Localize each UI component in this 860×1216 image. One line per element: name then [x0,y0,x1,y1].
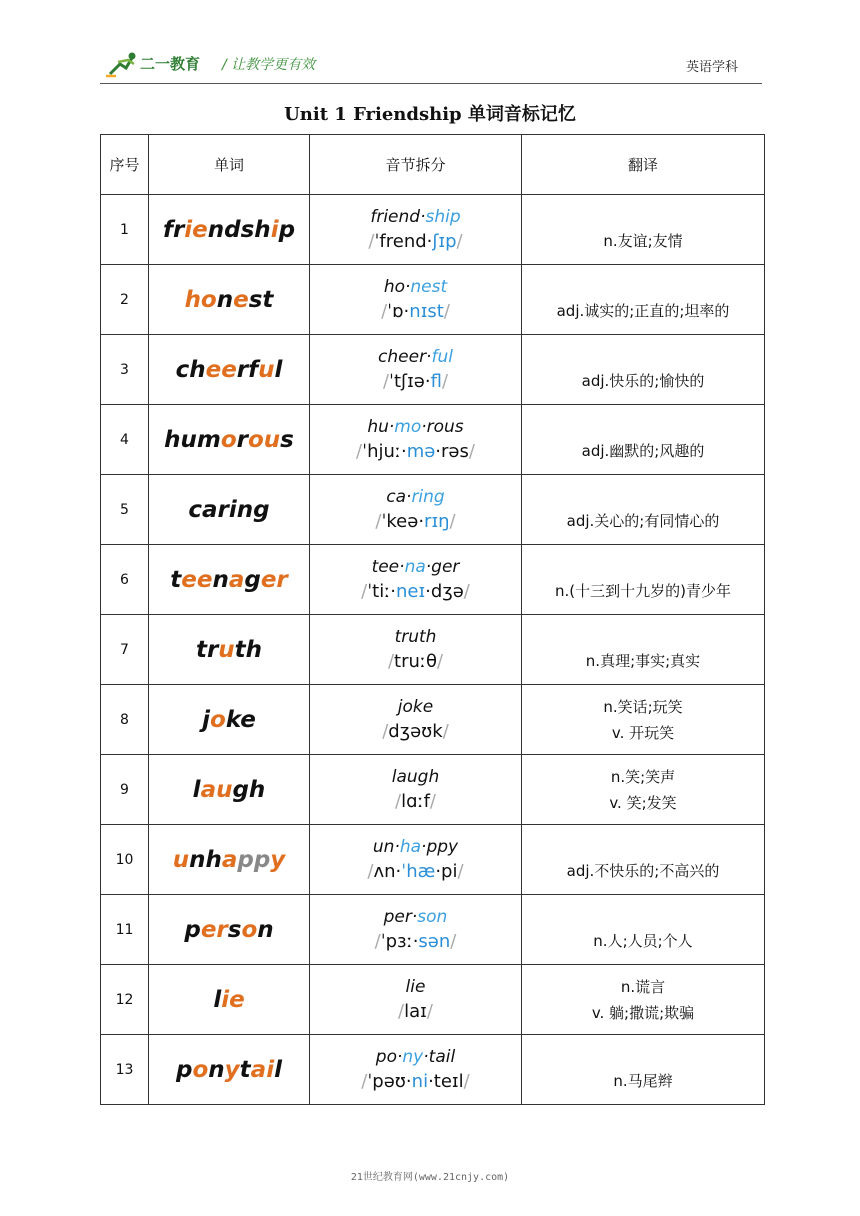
word-cell [149,895,310,965]
phonetic-part: fl [430,370,442,392]
syllable-split [310,905,521,929]
phonetic-part: ·dʒə [425,580,464,602]
word-cell [149,545,310,615]
phonetic: /dʒəʊk/ [382,720,449,742]
syllable-part: ny [402,1046,424,1067]
syllable-part: hu· [367,416,395,437]
translation-line: n.人;人员;个人 [593,931,693,950]
syllable-part: truth [394,626,437,647]
table-row [101,965,765,1035]
translation-cell [522,265,765,335]
syllable-cell [310,895,522,965]
syllable-cell [310,965,522,1035]
word-part: l [213,986,222,1013]
word [184,917,273,943]
word-part: n [212,566,229,593]
phonetic: /ˈɒ·nɪst/ [381,300,450,322]
table-row [101,825,765,895]
row-index: 12 [101,965,149,1035]
phonetic-part: laɪ [404,1000,427,1022]
word-cell [149,195,310,265]
translation-line: n.友谊;友情 [603,231,683,250]
word-cell [149,335,310,405]
word-part: a [228,566,245,593]
syllable-split [310,205,521,229]
phonetic: /ˈkeə·rɪŋ/ [375,510,456,532]
syllable-part: son [417,906,448,927]
syllable-part: nest [410,276,448,297]
table-row [101,1035,765,1105]
word-part: n [257,916,274,943]
word [176,357,283,383]
header-translation: 翻译 [522,135,765,195]
syllable-cell [310,405,522,475]
word-part: hum [164,426,221,453]
word-part: ke [225,706,256,733]
syllable-part: po· [375,1046,403,1067]
word [213,987,244,1013]
translation-cell [522,545,765,615]
translation-cell [522,825,765,895]
word-part: j [202,706,210,733]
header-syllables: 音节拆分 [310,135,522,195]
phonetic-part: ˈhæ [401,860,436,882]
table-row [101,545,765,615]
table-row [101,685,765,755]
syllable-part: ful [431,346,453,367]
word-part: n [216,286,234,313]
syllable-split [310,695,521,719]
word-cell [149,755,310,825]
syllable-cell [310,335,522,405]
syllable-part: ship [425,206,461,227]
word-part: u [218,636,235,663]
syllable-part: ·ppy [421,836,459,857]
word-part: gh [232,776,266,803]
phonetic-part: ˈɒ· [387,300,410,322]
translation-line: adj.不快乐的;不高兴的 [566,861,720,880]
word-part: th [234,636,263,663]
phonetic-part: ˈhjuː· [362,440,407,462]
syllable-cell [310,475,522,545]
translation-cell [522,405,765,475]
word [163,217,295,243]
footer-source: 21世纪教育网(www.21cnjy.com) [350,1172,510,1183]
syllable-part: laugh [391,766,440,787]
word-part: l [274,356,283,383]
word-part: er [200,916,228,943]
header-index: 序号 [101,135,149,195]
translation-cell [522,755,765,825]
phonetic: /lɑːf/ [395,790,436,812]
phonetic-part: ni [411,1070,429,1092]
row-index: 9 [101,755,149,825]
word [188,497,269,523]
syllable-part: joke [397,696,434,717]
syllable-part: un· [372,836,400,857]
table-row [101,405,765,475]
row-index: 6 [101,545,149,615]
word-part: ee [181,566,213,593]
word-part: g [244,566,261,593]
phonetic-part: ·rəs [435,440,469,462]
phonetic: /ˈhjuː·mə·rəs/ [356,440,475,462]
row-index: 5 [101,475,149,545]
phonetic-part: lɑːf [401,790,430,812]
translation-cell [522,195,765,265]
translation-line: v. 开玩笑 [611,723,675,742]
syllable-part: ·tail [423,1046,456,1067]
syllable-split [310,275,521,299]
translation-line: n.笑;笑声 [610,767,676,786]
translation-line: adj.关心的;有同情心的 [566,511,720,530]
syllable-part: per· [383,906,418,927]
vocabulary-table [100,134,765,1105]
syllable-split [310,485,521,509]
translation-line: v. 躺;撒谎;欺骗 [591,1003,695,1022]
phonetic: /ˈtʃɪə·fl/ [382,370,449,392]
word [164,427,294,453]
translation-line: adj.快乐的;愉快的 [581,371,705,390]
phonetic-part: ˈpəʊ· [367,1070,412,1092]
word-part: s [280,426,294,453]
word [202,707,256,733]
header-divider [100,83,762,84]
word-cell [149,615,310,685]
word-part: u [258,356,275,383]
phonetic-part: neɪ [396,580,426,602]
word-part: y [224,1056,240,1083]
phonetic-part: ʌn· [373,860,402,882]
syllable-cell [310,195,522,265]
syllable-split [310,415,521,439]
syllable-part: lie [405,976,426,997]
syllable-cell [310,755,522,825]
word-part: o [241,916,258,943]
phonetic: /ˈpəʊ·ni·teɪl/ [361,1070,470,1092]
phonetic-part: ·pi [435,860,458,882]
syllable-part: mo [394,416,422,437]
word-part: er [260,566,288,593]
translation-cell [522,965,765,1035]
word-part: ou [247,426,281,453]
phonetic-part: sən [418,930,451,952]
translation-line: v. 笑;发笑 [609,793,677,812]
brand-name: 二一教育 [140,55,201,73]
syllable-split [310,1045,521,1069]
word-part: r [236,426,248,453]
word-part: r [236,356,249,383]
table-row [101,615,765,685]
word-part: au [200,776,233,803]
header-word: 单词 [149,135,310,195]
word-part: fr [162,216,185,243]
word-cell [149,1035,310,1105]
translation-cell [522,615,765,685]
word-part: p [184,916,201,943]
phonetic-part: ˈtʃɪə· [389,370,431,392]
syllable-cell [310,1035,522,1105]
table-row [101,475,765,545]
word-part: st [248,286,274,313]
syllable-part: ring [411,486,445,507]
row-index: 8 [101,685,149,755]
syllable-part: ·ger [425,556,460,577]
word-part: p [278,216,296,243]
translation-line: adj.幽默的;风趣的 [581,441,705,460]
translation-line: n.谎言 [620,977,666,996]
translation-cell [522,1035,765,1105]
row-index: 4 [101,405,149,475]
phonetic: /truːθ/ [387,650,444,672]
word-part: ho [184,286,217,313]
word-cell [149,965,310,1035]
syllable-split [310,345,521,369]
word-part: p [176,1056,193,1083]
phonetic: /ˈtiː·neɪ·dʒə/ [361,580,470,602]
phonetic-part: mə [406,440,436,462]
table-body [101,195,765,1105]
syllable-split [310,765,521,789]
phonetic-part: nɪst [409,300,444,322]
word [185,287,274,313]
word-part: i [270,216,279,243]
phonetic-part: rɪŋ [424,510,450,532]
word-part: s [227,916,242,943]
word-cell [149,685,310,755]
word-part: tr [195,636,219,663]
word-part: t [239,1056,251,1083]
word-part: e [233,286,249,313]
table-row [101,755,765,825]
word-cell [149,405,310,475]
syllable-cell [310,825,522,895]
syllable-cell [310,265,522,335]
row-index: 13 [101,1035,149,1105]
phonetic-part: ·teɪl [428,1070,464,1092]
page-header [0,0,860,90]
phonetic-part: ʃɪp [432,230,457,252]
syllable-part: ha [399,836,422,857]
phonetic: /ˈpɜː·sən/ [374,930,457,952]
translation-line: n.真理;事实;真实 [585,651,701,670]
syllable-part: cheer· [378,346,432,367]
word [193,777,266,803]
phonetic-part: ˈtiː· [367,580,396,602]
word-part: l [274,1056,282,1083]
translation-line: n.马尾辫 [613,1071,673,1090]
word-part: caring [188,496,270,523]
phonetic-part: ˈpɜː· [380,930,419,952]
word-part: y [270,846,286,873]
word-part: ie [221,986,245,1013]
row-index: 11 [101,895,149,965]
phonetic-part: ˈfrend· [374,230,433,252]
word-part: ee [205,356,237,383]
phonetic: /laɪ/ [398,1000,433,1022]
syllable-cell [310,615,522,685]
translation-cell [522,475,765,545]
word-part: n [208,1056,225,1083]
syllable-part: na [404,556,426,577]
syllable-part: ·rous [421,416,464,437]
subject-label: 英语学科 [685,60,738,75]
word-part: ndsh [207,216,271,243]
word-part: ai [250,1056,275,1083]
page-title: Unit 1 Friendship 单词音标记忆 [284,104,576,125]
translation-line: n.(十三到十九岁的)青少年 [555,581,731,600]
word-part: pp [237,846,271,873]
word [176,1057,282,1083]
word-part: ch [175,356,206,383]
phonetic-part: truːθ [394,650,437,672]
phonetic: /ˈfrend·ʃɪp/ [368,230,463,252]
syllable-cell [310,545,522,615]
word-cell [149,475,310,545]
translation-line: n.笑话;玩笑 [603,697,683,716]
table-row [101,195,765,265]
phonetic: /ʌn·ˈhæ·pi/ [367,860,464,882]
word-part: o [192,1056,209,1083]
phonetic-part: ˈkeə· [381,510,425,532]
syllable-part: ca· [386,486,412,507]
row-index: 2 [101,265,149,335]
syllable-split [310,555,521,579]
translation-cell [522,895,765,965]
syllable-part: tee· [371,556,405,577]
word-part: nh [189,846,222,873]
word-part: l [192,776,201,803]
word-cell [149,825,310,895]
syllable-split [310,625,521,649]
word-part: o [220,426,237,453]
table-row [101,895,765,965]
row-index: 7 [101,615,149,685]
syllable-part: friend· [370,206,426,227]
word-part: u [172,846,190,873]
row-index: 3 [101,335,149,405]
word-cell [149,265,310,335]
translation-cell [522,335,765,405]
word-part: t [170,566,182,593]
phonetic-part: dʒəʊk [388,720,443,742]
table-row [101,265,765,335]
syllable-cell [310,685,522,755]
word-part: a [221,846,238,873]
syllable-part: ho· [383,276,411,297]
table-row [101,335,765,405]
word-part: ie [184,216,208,243]
word [173,847,286,873]
row-index: 10 [101,825,149,895]
translation-cell [522,685,765,755]
translation-line: adj.诚实的;正直的;坦率的 [556,301,730,320]
word [196,637,262,663]
slogan: / 让教学更有效 [222,57,316,73]
word [170,567,288,593]
syllable-split [310,835,521,859]
table-header-row [101,135,765,195]
word-part: f [248,356,259,383]
row-index: 1 [101,195,149,265]
word-part: o [210,706,226,733]
syllable-split [310,975,521,999]
